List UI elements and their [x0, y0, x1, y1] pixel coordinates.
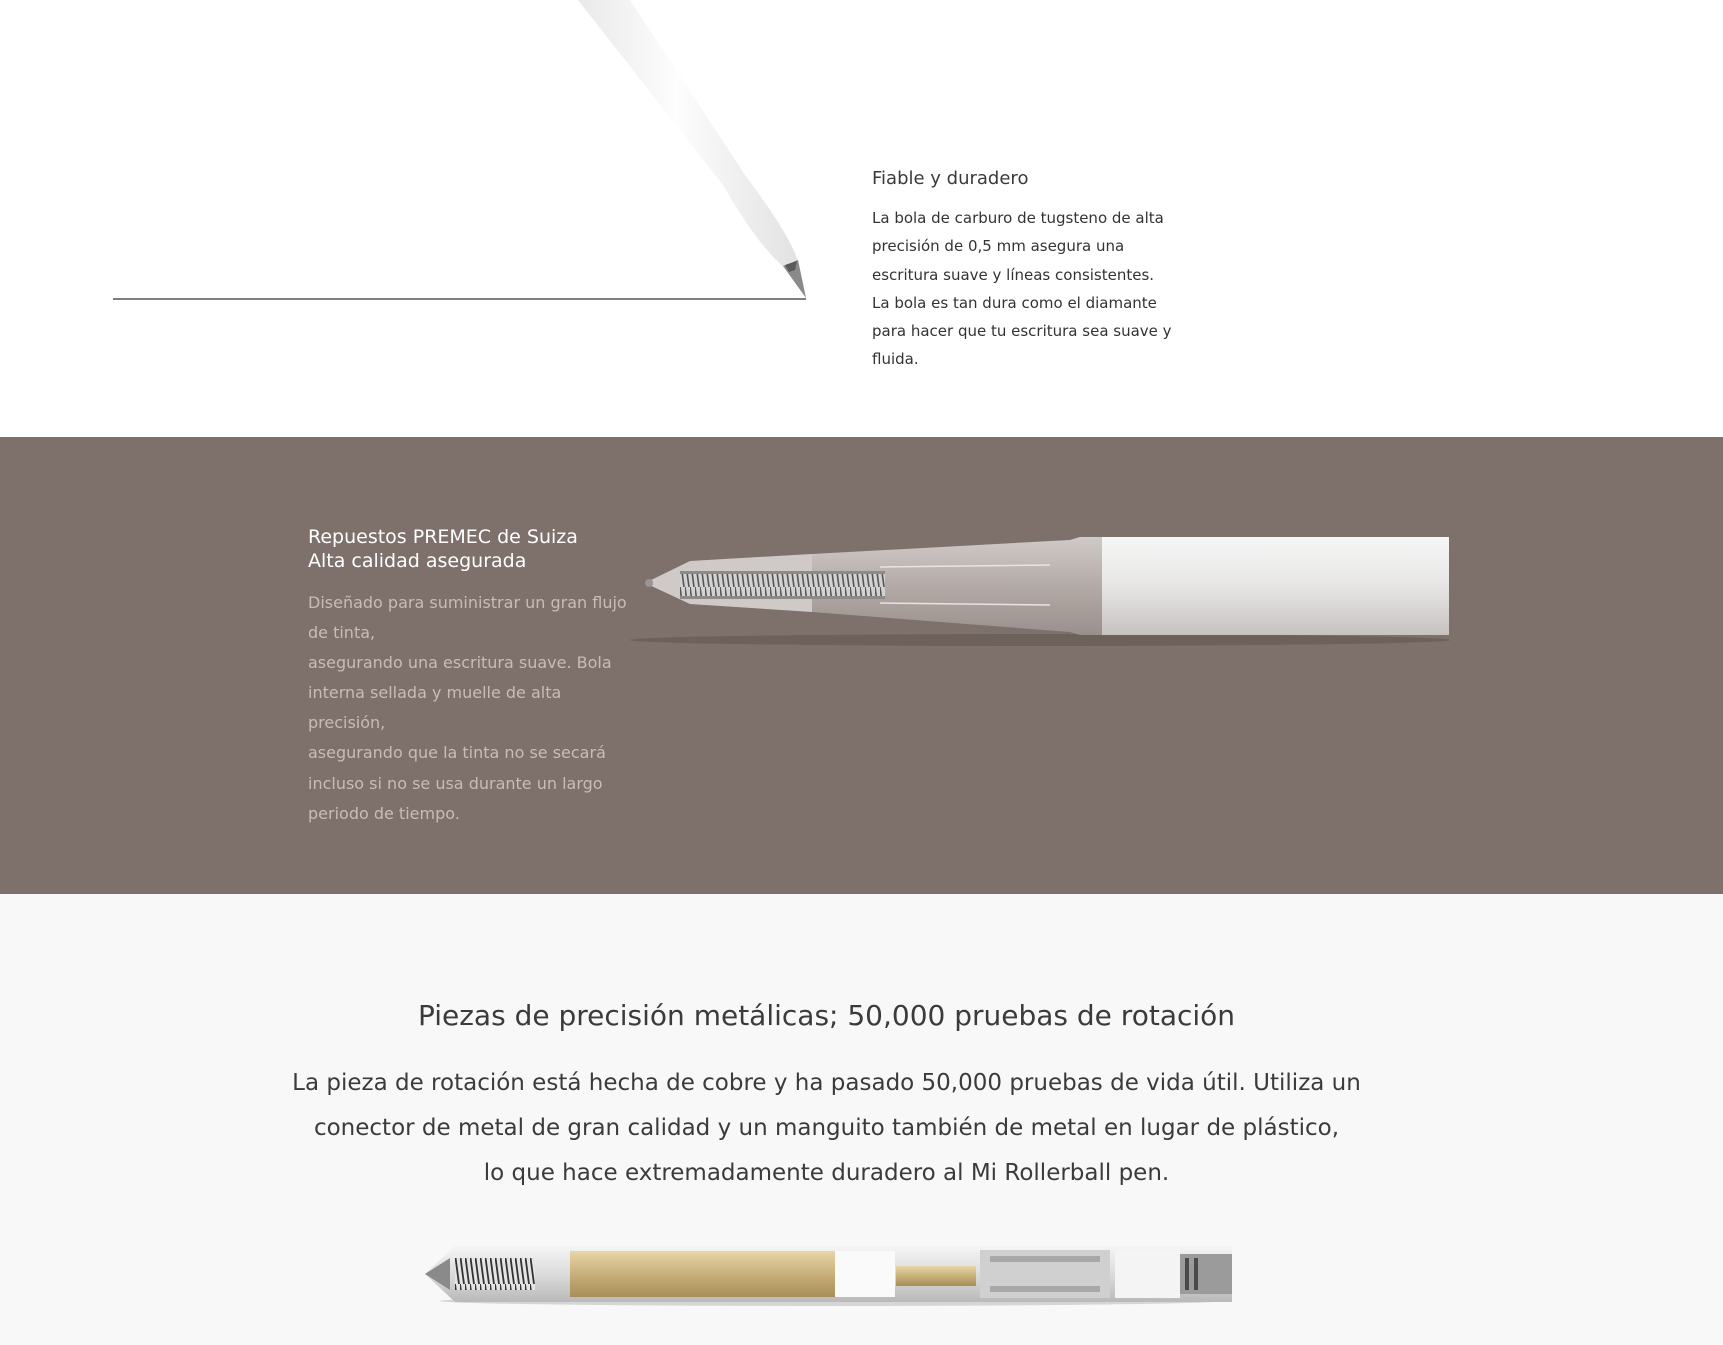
refill-cutaway-image	[0, 437, 1723, 894]
metal-desc-line: conector de metal de gran calidad y un manguito también de metal en lugar de plástico,	[313, 1115, 1340, 1141]
refills-desc-line: Diseñado para suministrar un gran flujo de tinta,	[308, 593, 627, 643]
refills-title-line2: Alta calidad asegurada	[308, 550, 527, 572]
refills-desc-line: asegurando que la tinta no se secará incluso si no se usa durante un largo periodo de tiempo.	[308, 743, 606, 823]
reliable-title: Fiable y duradero	[872, 168, 1029, 189]
refills-title-line1: Repuestos PREMEC de Suiza	[308, 526, 578, 548]
metal-parts-title: Piezas de precisión metálicas; 50,000 pruebas de rotación	[417, 999, 1236, 1032]
metal-desc-line: La pieza de rotación está hecha de cobre y ha pasado 50,000 pruebas de vida útil. Utiliza un	[292, 1070, 1361, 1096]
metal-parts-section	[0, 894, 1723, 1345]
refills-desc-line: asegurando una escritura suave. Bola interna sellada y muelle de alta precisión,	[308, 653, 612, 733]
reliable-section	[0, 0, 1723, 437]
refills-section	[0, 437, 1723, 894]
pen-writing-illustration	[0, 0, 1723, 437]
reliable-description: La bola de carburo de tugsteno de alta precisión de 0,5 mm asegura una escritura suave y líneas consistentes. La bola es tan dura como el diamante para hacer que tu escritura sea suave y fluida.	[872, 209, 1172, 369]
metal-desc-line: lo que hace extremadamente duradero al Mi Rollerball pen.	[483, 1160, 1170, 1186]
pen-cutaway-image	[0, 894, 1723, 1345]
